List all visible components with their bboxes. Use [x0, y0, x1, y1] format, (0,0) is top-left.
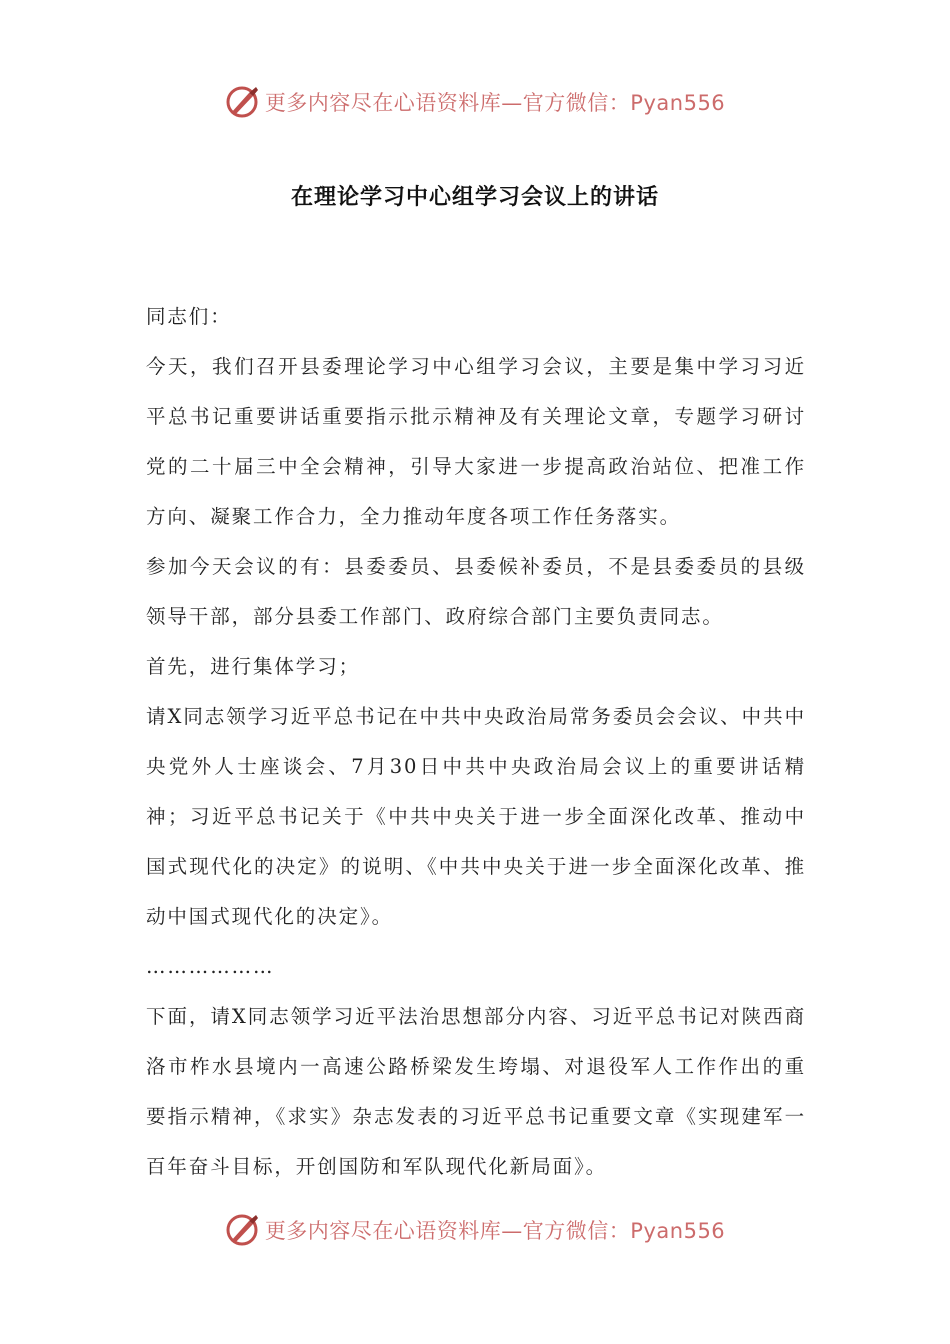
paragraph-greeting: 同志们：	[146, 305, 232, 328]
watermark-text: 更多内容尽在心语资料库—官方微信：Pyan556	[264, 1219, 726, 1243]
paragraph-attendees: 参加今天会议的有：县委委员、县委候补委员，不是县委委员的县级领导干部，部分县委工作部门、政府综合部门主要负责同志。	[146, 555, 806, 628]
pen-logo-icon	[225, 84, 261, 120]
paragraph-first-step: 首先，进行集体学习；	[146, 655, 361, 678]
document-title: 在理论学习中心组学习会议上的讲话	[290, 185, 659, 210]
paragraph-ellipsis: ………………	[146, 955, 275, 978]
watermark-header	[0, 82, 950, 122]
pen-logo-icon	[225, 1212, 261, 1248]
document-body	[146, 292, 806, 1192]
paragraph-study-1: 请X同志领学习近平总书记在中共中央政治局常务委员会会议、中共中央党外人士座谈会、7月30日中共中央政治局会议上的重要讲话精神；习近平总书记关于《中共中央关于进一步全面深化改革、推动中国式现代化的决定》的说明、《中共中央关于进一步全面深化改革、推动中国式现代化的决定》。	[146, 705, 806, 928]
watermark-footer	[0, 1210, 950, 1250]
paragraph-study-2: 下面，请X同志领学习近平法治思想部分内容、习近平总书记对陕西商洛市柞水县境内一高速公路桥梁发生垮塌、对退役军人工作作出的重要指示精神，《求实》杂志发表的习近平总书记重要文章《实现建军一百年奋斗目标，开创国防和军队现代化新局面》。	[146, 1005, 806, 1178]
watermark-text: 更多内容尽在心语资料库—官方微信：Pyan556	[264, 91, 726, 115]
paragraph-intro: 今天，我们召开县委理论学习中心组学习会议，主要是集中学习习近平总书记重要讲话重要指示批示精神及有关理论文章，专题学习研讨党的二十届三中全会精神，引导大家进一步提高政治站位、把准工作方向、凝聚工作合力，全力推动年度各项工作任务落实。	[146, 355, 806, 528]
